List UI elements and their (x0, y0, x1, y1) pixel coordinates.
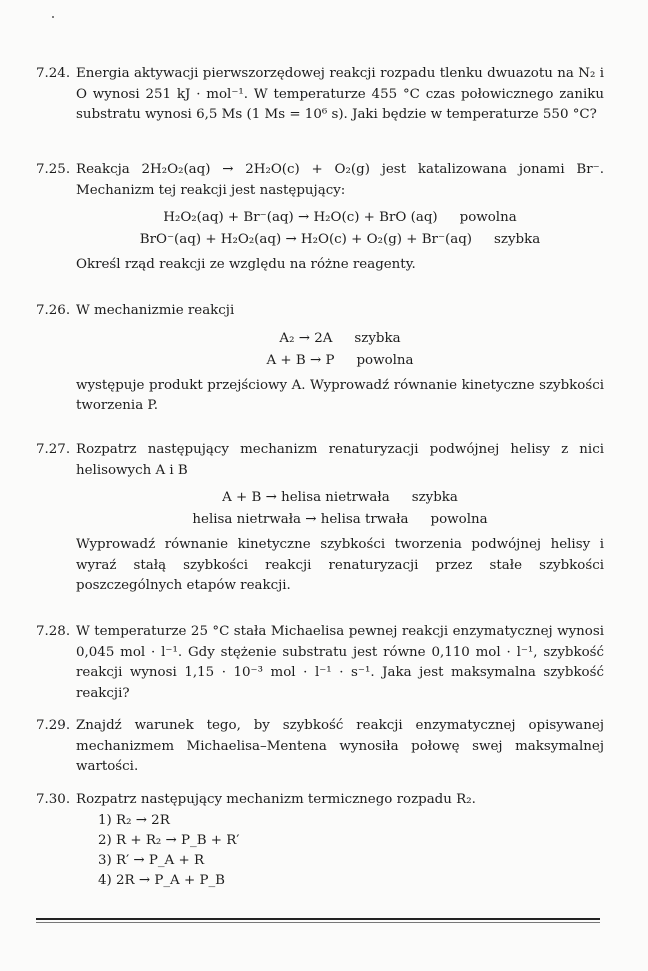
problem-7-24 (36, 64, 604, 126)
equation-row (76, 350, 604, 372)
mechanism-step: 3) R′ → P_A + R (98, 852, 205, 868)
step-speed: powolna (356, 352, 414, 368)
problem-number: 7.27. (36, 442, 71, 457)
step-speed: szybka (411, 490, 458, 506)
mechanism-step: 1) R₂ → 2R (98, 812, 170, 828)
mechanism-equations (76, 207, 604, 251)
problem-number: 7.28. (36, 624, 71, 639)
problem-text: Znajdź warunek tego, by szybkość reakcji enzymatycznej opisywanej mechanizmem Michaelisa–Mentena wynosiła połowę swej maksymalnej wartości. (76, 718, 604, 775)
problem-7-28 (36, 622, 604, 704)
equation-row (76, 328, 604, 350)
scan-speck (52, 16, 54, 18)
equation: helisa nietrwała → helisa trwała (192, 512, 409, 528)
problem-number: 7.30. (36, 792, 71, 807)
problem-question: Wyprowadź równanie kinetyczne szybkości tworzenia podwójnej helisy i wyraź stałą szybkości reakcji renaturyzacji przez stałe szybkości poszczególnych etapów reakcji. (76, 537, 604, 594)
problem-7-25 (36, 160, 604, 276)
problem-number: 7.25. (36, 162, 71, 177)
bottom-rule-thin (36, 922, 600, 923)
step-speed: powolna (430, 512, 488, 528)
problem-number: 7.29. (36, 718, 71, 733)
mechanism-equations (76, 328, 604, 372)
mechanism-steps (98, 811, 604, 891)
problem-text: W mechanizmie reakcji (76, 303, 235, 318)
equation-row (76, 509, 604, 531)
equation-row (76, 207, 604, 229)
equation: A₂ → 2A (279, 330, 333, 346)
step-speed: powolna (459, 210, 517, 226)
equation: BrO⁻(aq) + H₂O₂(aq) → H₂O(c) + O₂(g) + Br⁻(aq) (139, 232, 473, 248)
problem-text: Reakcja 2H₂O₂(aq) → 2H₂O(c) + O₂(g) jest katalizowana jonami Br⁻. Mechanizm tej reakcji jest następujący: (76, 162, 604, 198)
step-speed: szybka (494, 232, 541, 248)
problem-text: Rozpatrz następujący mechanizm renaturyzacji podwójnej helisy z nici helisowych A i B (76, 442, 604, 478)
equation: H₂O₂(aq) + Br⁻(aq) → H₂O(c) + BrO (aq) (163, 210, 438, 226)
problem-question: występuje produkt przejściowy A. Wyprowadź równanie kinetyczne szybkości tworzenia P. (76, 377, 604, 414)
equation: A + B → helisa nietrwała (222, 490, 390, 506)
equation-row (76, 487, 604, 509)
problem-number: 7.26. (36, 303, 71, 318)
equation: A + B → P (266, 352, 335, 368)
mechanism-equations (76, 487, 604, 531)
problem-question: Określ rząd reakcji ze względu na różne reagenty. (76, 257, 416, 273)
problem-7-26 (36, 301, 604, 417)
step-speed: szybka (354, 330, 401, 346)
mechanism-step: 2) R + R₂ → P_B + R′ (98, 832, 240, 848)
problem-text: Energia aktywacji pierwszorzędowej reakcji rozpadu tlenku dwuazotu na N₂ i O wynosi 251 kJ · mol⁻¹. W temperaturze 455 °C czas połowicznego zaniku substratu wynosi 6,5 Ms (1 Ms = 10⁶ s). Jaki będzie w temperaturze 550 °C? (76, 66, 604, 123)
bottom-rule (36, 918, 600, 920)
problem-7-30 (36, 790, 604, 891)
problem-7-29 (36, 716, 604, 778)
mechanism-step: 4) 2R → P_A + P_B (98, 872, 225, 888)
problem-number: 7.24. (36, 66, 71, 81)
problem-7-27 (36, 440, 604, 597)
equation-row (76, 229, 604, 251)
problem-text: Rozpatrz następujący mechanizm termicznego rozpadu R₂. (76, 792, 476, 807)
problem-text: W temperaturze 25 °C stała Michaelisa pewnej reakcji enzymatycznej wynosi 0,045 mol · l⁻¹. Gdy stężenie substratu jest równe 0,110 mol · l⁻¹, szybkość reakcji wynosi 1,15 · 10⁻³ mol · l⁻¹ · s⁻¹. Jaka jest maksymalna szybkość reakcji? (76, 624, 604, 701)
